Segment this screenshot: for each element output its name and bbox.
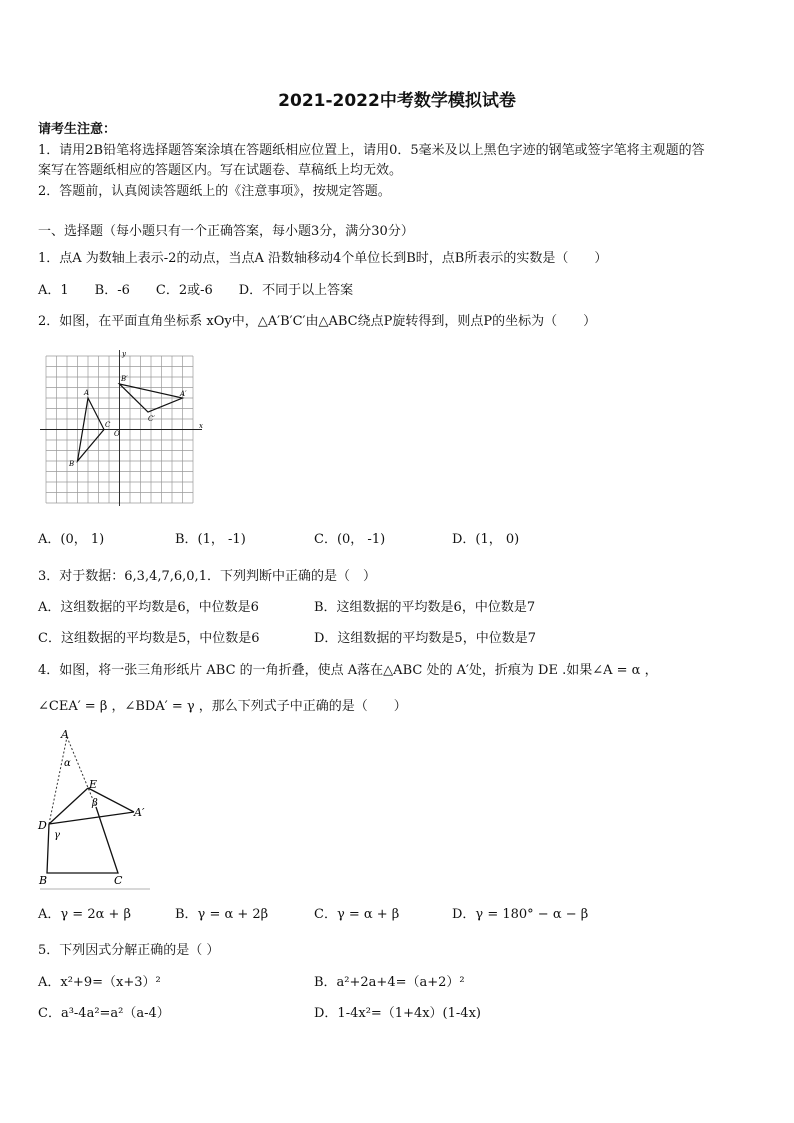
point-a1-label: A′ [180, 390, 187, 398]
question-4-stem-line1: 4．如图，将一张三角形纸片 ABC 的一角折叠，使点 A落在△ABC 处的 A′处，折痕为 DE .如果∠A = α ， [38, 663, 658, 678]
question-3-option-c: C．这组数据的平均数是5，中位数是6 [38, 631, 260, 646]
point-d-label: D [38, 819, 47, 832]
question-3-stem: 3．对于数据：6,3,4,7,6,0,1．下列判断中正确的是（ ） [38, 569, 376, 584]
origin-label: O [114, 430, 120, 438]
crease-de [49, 788, 88, 824]
fold-dashed-ae [67, 737, 96, 807]
question-5-option-d: D．1-4x²=（1+4x）(1-4x) [314, 1006, 481, 1021]
point-a-label: A [61, 728, 69, 741]
question-2-stem: 2．如图，在平面直角坐标系 xOy中，△A′B′C′由△ABC绕点P旋转得到，则点P的坐标为（ ） [38, 314, 597, 329]
question-1-stem: 1．点A 为数轴上表示-2的动点，当点A 沿数轴移动4个单位长到B时，点B所表示的实数是（ ） [38, 251, 608, 266]
coordinate-grid-figure [40, 348, 210, 508]
angle-beta-label: β [92, 798, 98, 809]
notice-item-1b: 案写在答题纸相应的答题区内。写在试题卷、草稿纸上均无效。 [38, 163, 403, 178]
point-e-label: E [89, 778, 98, 791]
question-4-option-a: A．γ = 2α + β [38, 907, 132, 922]
notice-item-1a: 1．请用2B铅笔将选择题答案涂填在答题纸相应位置上，请用0．5毫米及以上黑色字迹的钢笔或签字笔将主观题的答 [38, 143, 705, 158]
notice-item-2: 2．答题前，认真阅读答题纸上的《注意事项》，按规定答题。 [38, 184, 391, 199]
question-2-option-c: C．(0， -1) [314, 532, 386, 547]
section-heading: 一、选择题（每小题只有一个正确答案，每小题3分，满分30分） [38, 224, 414, 239]
point-c-label: C [105, 421, 111, 429]
point-c-label: C [114, 874, 123, 887]
question-1-options: A．1 B．-6 C．2或-6 D．不同于以上答案 [38, 283, 354, 298]
fold-dashed-ad [49, 737, 67, 824]
question-3-option-b: B．这组数据的平均数是6，中位数是7 [314, 600, 536, 615]
y-axis-label: y [122, 350, 126, 358]
question-2-option-d: D．(1， 0) [452, 532, 520, 547]
question-3-option-a: A．这组数据的平均数是6，中位数是6 [38, 600, 259, 615]
angle-gamma-label: γ [54, 830, 60, 841]
page-title: 2021-2022中考数学模拟试卷 [278, 91, 516, 111]
question-2-option-a: A．(0， 1) [38, 532, 105, 547]
question-4-stem-line2: ∠CEA′ = β ，∠BDA′ = γ ，那么下列式子中正确的是（ ） [38, 699, 407, 714]
question-3-option-d: D．这组数据的平均数是5，中位数是7 [314, 631, 536, 646]
point-c1-label: C′ [148, 415, 155, 423]
question-5-stem: 5．下列因式分解正确的是（ ） [38, 943, 220, 958]
question-2-option-b: B．(1， -1) [175, 532, 246, 547]
point-b1-label: B′ [121, 375, 128, 383]
question-4-option-c: C．γ = α + β [314, 907, 400, 922]
angle-alpha-label: α [64, 758, 71, 769]
x-axis-label: x [199, 422, 203, 430]
point-b-label: B [69, 460, 75, 468]
folded-triangle-figure [34, 727, 154, 892]
notice-heading: 请考生注意： [38, 122, 117, 137]
point-a-label: A [84, 389, 90, 397]
question-4-option-d: D．γ = 180° − α − β [452, 907, 589, 922]
question-5-option-a: A．x²+9=（x+3）² [38, 975, 161, 990]
point-b-label: B [39, 874, 48, 887]
question-5-option-c: C．a³-4a²=a²（a-4） [38, 1006, 170, 1021]
point-a1-label: A′ [134, 806, 145, 819]
question-4-option-b: B．γ = α + 2β [175, 907, 269, 922]
segment-da1 [49, 812, 134, 824]
question-5-option-b: B．a²+2a+4=（a+2）² [314, 975, 465, 990]
